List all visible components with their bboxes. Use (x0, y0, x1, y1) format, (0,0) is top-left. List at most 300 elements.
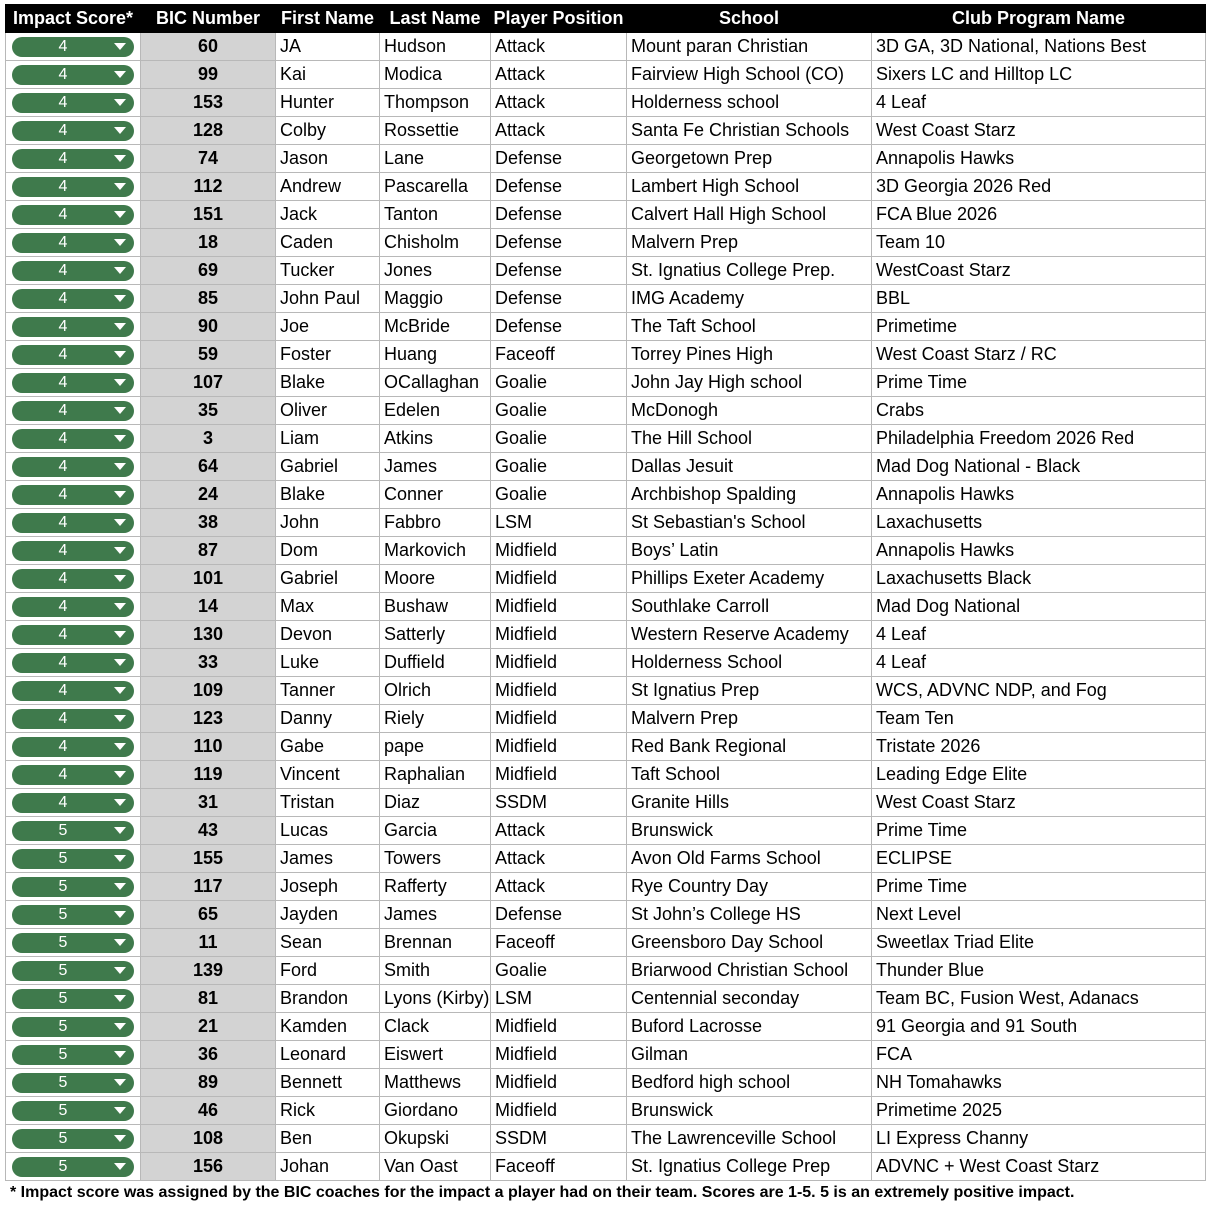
school-cell[interactable]: Western Reserve Academy (627, 621, 872, 649)
bic-number-cell[interactable]: 130 (141, 621, 276, 649)
club-program-cell[interactable]: West Coast Starz (872, 117, 1206, 145)
impact-score-cell[interactable] (6, 313, 141, 341)
caret-down-icon[interactable] (114, 71, 126, 78)
impact-score-dropdown[interactable] (12, 485, 134, 505)
school-cell[interactable]: Granite Hills (627, 789, 872, 817)
first-name-cell[interactable]: Caden (276, 229, 380, 257)
caret-down-icon[interactable] (114, 743, 126, 750)
impact-score-dropdown[interactable] (12, 905, 134, 925)
impact-score-dropdown[interactable] (12, 849, 134, 869)
player-position-cell[interactable]: Midfield (491, 1069, 627, 1097)
school-cell[interactable]: St. Ignatius College Prep. (627, 257, 872, 285)
last-name-cell[interactable]: Brennan (380, 929, 491, 957)
player-position-cell[interactable]: Goalie (491, 425, 627, 453)
impact-score-dropdown[interactable] (12, 205, 134, 225)
player-position-cell[interactable]: Midfield (491, 761, 627, 789)
first-name-cell[interactable]: Rick (276, 1097, 380, 1125)
bic-number-cell[interactable]: 35 (141, 397, 276, 425)
club-program-cell[interactable]: Mad Dog National - Black (872, 453, 1206, 481)
player-position-cell[interactable]: Faceoff (491, 929, 627, 957)
first-name-cell[interactable]: Hunter (276, 89, 380, 117)
impact-score-dropdown[interactable] (12, 961, 134, 981)
first-name-cell[interactable]: James (276, 845, 380, 873)
club-program-cell[interactable]: Primetime 2025 (872, 1097, 1206, 1125)
player-position-cell[interactable]: Midfield (491, 565, 627, 593)
bic-number-cell[interactable]: 117 (141, 873, 276, 901)
col-header-impact-score[interactable]: Impact Score* (6, 5, 141, 33)
club-program-cell[interactable]: 3D GA, 3D National, Nations Best (872, 33, 1206, 61)
club-program-cell[interactable]: Sweetlax Triad Elite (872, 929, 1206, 957)
last-name-cell[interactable]: Lyons (Kirby) (380, 985, 491, 1013)
impact-score-cell[interactable] (6, 481, 141, 509)
last-name-cell[interactable]: pape (380, 733, 491, 761)
impact-score-dropdown[interactable] (12, 1157, 134, 1177)
first-name-cell[interactable]: Joseph (276, 873, 380, 901)
club-program-cell[interactable]: Thunder Blue (872, 957, 1206, 985)
bic-number-cell[interactable]: 74 (141, 145, 276, 173)
player-position-cell[interactable]: Faceoff (491, 1153, 627, 1181)
first-name-cell[interactable]: Jason (276, 145, 380, 173)
last-name-cell[interactable]: Jones (380, 257, 491, 285)
first-name-cell[interactable]: Jack (276, 201, 380, 229)
player-position-cell[interactable]: Defense (491, 201, 627, 229)
bic-number-cell[interactable]: 36 (141, 1041, 276, 1069)
caret-down-icon[interactable] (114, 183, 126, 190)
last-name-cell[interactable]: Giordano (380, 1097, 491, 1125)
player-position-cell[interactable]: Midfield (491, 677, 627, 705)
bic-number-cell[interactable]: 65 (141, 901, 276, 929)
club-program-cell[interactable]: LI Express Channy (872, 1125, 1206, 1153)
player-position-cell[interactable]: Midfield (491, 1041, 627, 1069)
impact-score-dropdown[interactable] (12, 93, 134, 113)
first-name-cell[interactable]: Gabriel (276, 565, 380, 593)
last-name-cell[interactable]: Duffield (380, 649, 491, 677)
bic-number-cell[interactable]: 21 (141, 1013, 276, 1041)
impact-score-cell[interactable] (6, 957, 141, 985)
last-name-cell[interactable]: Edelen (380, 397, 491, 425)
player-position-cell[interactable]: Defense (491, 257, 627, 285)
impact-score-cell[interactable] (6, 369, 141, 397)
bic-number-cell[interactable]: 38 (141, 509, 276, 537)
caret-down-icon[interactable] (114, 771, 126, 778)
first-name-cell[interactable]: Foster (276, 341, 380, 369)
caret-down-icon[interactable] (114, 883, 126, 890)
school-cell[interactable]: IMG Academy (627, 285, 872, 313)
club-program-cell[interactable]: FCA (872, 1041, 1206, 1069)
last-name-cell[interactable]: Chisholm (380, 229, 491, 257)
school-cell[interactable]: Mount paran Christian (627, 33, 872, 61)
last-name-cell[interactable]: Maggio (380, 285, 491, 313)
player-position-cell[interactable]: Midfield (491, 705, 627, 733)
impact-score-cell[interactable] (6, 817, 141, 845)
caret-down-icon[interactable] (114, 967, 126, 974)
player-position-cell[interactable]: Defense (491, 145, 627, 173)
club-program-cell[interactable]: Laxachusetts (872, 509, 1206, 537)
impact-score-dropdown[interactable] (12, 625, 134, 645)
player-position-cell[interactable]: Defense (491, 229, 627, 257)
first-name-cell[interactable]: Gabe (276, 733, 380, 761)
impact-score-cell[interactable] (6, 1069, 141, 1097)
last-name-cell[interactable]: Pascarella (380, 173, 491, 201)
impact-score-dropdown[interactable] (12, 681, 134, 701)
first-name-cell[interactable]: Kai (276, 61, 380, 89)
player-position-cell[interactable]: Defense (491, 285, 627, 313)
last-name-cell[interactable]: Thompson (380, 89, 491, 117)
player-position-cell[interactable]: Goalie (491, 957, 627, 985)
bic-number-cell[interactable]: 3 (141, 425, 276, 453)
caret-down-icon[interactable] (114, 463, 126, 470)
player-position-cell[interactable]: Midfield (491, 649, 627, 677)
player-position-cell[interactable]: LSM (491, 509, 627, 537)
bic-number-cell[interactable]: 89 (141, 1069, 276, 1097)
bic-number-cell[interactable]: 18 (141, 229, 276, 257)
impact-score-cell[interactable] (6, 341, 141, 369)
first-name-cell[interactable]: Kamden (276, 1013, 380, 1041)
impact-score-cell[interactable] (6, 845, 141, 873)
caret-down-icon[interactable] (114, 1107, 126, 1114)
impact-score-cell[interactable] (6, 565, 141, 593)
impact-score-dropdown[interactable] (12, 121, 134, 141)
impact-score-dropdown[interactable] (12, 597, 134, 617)
last-name-cell[interactable]: Markovich (380, 537, 491, 565)
last-name-cell[interactable]: Lane (380, 145, 491, 173)
player-position-cell[interactable]: Attack (491, 845, 627, 873)
school-cell[interactable]: St Sebastian's School (627, 509, 872, 537)
player-position-cell[interactable]: SSDM (491, 789, 627, 817)
impact-score-dropdown[interactable] (12, 345, 134, 365)
caret-down-icon[interactable] (114, 267, 126, 274)
player-position-cell[interactable]: Faceoff (491, 341, 627, 369)
caret-down-icon[interactable] (114, 323, 126, 330)
bic-number-cell[interactable]: 11 (141, 929, 276, 957)
impact-score-cell[interactable] (6, 621, 141, 649)
bic-number-cell[interactable]: 14 (141, 593, 276, 621)
impact-score-cell[interactable] (6, 761, 141, 789)
impact-score-dropdown[interactable] (12, 989, 134, 1009)
caret-down-icon[interactable] (114, 239, 126, 246)
club-program-cell[interactable]: Primetime (872, 313, 1206, 341)
player-position-cell[interactable]: Defense (491, 173, 627, 201)
last-name-cell[interactable]: Rafferty (380, 873, 491, 901)
club-program-cell[interactable]: West Coast Starz (872, 789, 1206, 817)
player-position-cell[interactable]: Goalie (491, 453, 627, 481)
last-name-cell[interactable]: James (380, 453, 491, 481)
caret-down-icon[interactable] (114, 855, 126, 862)
last-name-cell[interactable]: Atkins (380, 425, 491, 453)
club-program-cell[interactable]: Mad Dog National (872, 593, 1206, 621)
last-name-cell[interactable]: Diaz (380, 789, 491, 817)
bic-number-cell[interactable]: 112 (141, 173, 276, 201)
player-position-cell[interactable]: Goalie (491, 369, 627, 397)
caret-down-icon[interactable] (114, 939, 126, 946)
impact-score-dropdown[interactable] (12, 1101, 134, 1121)
first-name-cell[interactable]: John Paul (276, 285, 380, 313)
club-program-cell[interactable]: Sixers LC and Hilltop LC (872, 61, 1206, 89)
impact-score-cell[interactable] (6, 229, 141, 257)
impact-score-cell[interactable] (6, 733, 141, 761)
caret-down-icon[interactable] (114, 435, 126, 442)
caret-down-icon[interactable] (114, 715, 126, 722)
club-program-cell[interactable]: West Coast Starz / RC (872, 341, 1206, 369)
col-header-first-name[interactable]: First Name (276, 5, 380, 33)
player-position-cell[interactable]: Midfield (491, 593, 627, 621)
impact-score-cell[interactable] (6, 425, 141, 453)
last-name-cell[interactable]: Moore (380, 565, 491, 593)
impact-score-dropdown[interactable] (12, 653, 134, 673)
first-name-cell[interactable]: Blake (276, 369, 380, 397)
club-program-cell[interactable]: WCS, ADVNC NDP, and Fog (872, 677, 1206, 705)
club-program-cell[interactable]: 4 Leaf (872, 621, 1206, 649)
bic-number-cell[interactable]: 87 (141, 537, 276, 565)
player-position-cell[interactable]: Defense (491, 313, 627, 341)
bic-number-cell[interactable]: 139 (141, 957, 276, 985)
impact-score-dropdown[interactable] (12, 737, 134, 757)
first-name-cell[interactable]: Tucker (276, 257, 380, 285)
last-name-cell[interactable]: Matthews (380, 1069, 491, 1097)
caret-down-icon[interactable] (114, 631, 126, 638)
impact-score-cell[interactable] (6, 901, 141, 929)
caret-down-icon[interactable] (114, 1079, 126, 1086)
first-name-cell[interactable]: Sean (276, 929, 380, 957)
caret-down-icon[interactable] (114, 99, 126, 106)
bic-number-cell[interactable]: 31 (141, 789, 276, 817)
last-name-cell[interactable]: OCallaghan (380, 369, 491, 397)
first-name-cell[interactable]: Gabriel (276, 453, 380, 481)
impact-score-dropdown[interactable] (12, 317, 134, 337)
player-position-cell[interactable]: Attack (491, 817, 627, 845)
bic-number-cell[interactable]: 46 (141, 1097, 276, 1125)
caret-down-icon[interactable] (114, 519, 126, 526)
school-cell[interactable]: Lambert High School (627, 173, 872, 201)
last-name-cell[interactable]: James (380, 901, 491, 929)
school-cell[interactable]: Malvern Prep (627, 229, 872, 257)
impact-score-cell[interactable] (6, 1013, 141, 1041)
impact-score-dropdown[interactable] (12, 541, 134, 561)
caret-down-icon[interactable] (114, 659, 126, 666)
player-position-cell[interactable]: Attack (491, 117, 627, 145)
school-cell[interactable]: St Ignatius Prep (627, 677, 872, 705)
first-name-cell[interactable]: Tristan (276, 789, 380, 817)
club-program-cell[interactable]: Prime Time (872, 873, 1206, 901)
impact-score-dropdown[interactable] (12, 569, 134, 589)
club-program-cell[interactable]: Leading Edge Elite (872, 761, 1206, 789)
club-program-cell[interactable]: WestCoast Starz (872, 257, 1206, 285)
caret-down-icon[interactable] (114, 351, 126, 358)
school-cell[interactable]: Torrey Pines High (627, 341, 872, 369)
player-position-cell[interactable]: Goalie (491, 481, 627, 509)
player-position-cell[interactable]: Attack (491, 873, 627, 901)
impact-score-cell[interactable] (6, 61, 141, 89)
caret-down-icon[interactable] (114, 407, 126, 414)
player-position-cell[interactable]: Midfield (491, 537, 627, 565)
impact-score-dropdown[interactable] (12, 1129, 134, 1149)
impact-score-dropdown[interactable] (12, 233, 134, 253)
player-position-cell[interactable]: SSDM (491, 1125, 627, 1153)
bic-number-cell[interactable]: 60 (141, 33, 276, 61)
school-cell[interactable]: Buford Lacrosse (627, 1013, 872, 1041)
school-cell[interactable]: Fairview High School (CO) (627, 61, 872, 89)
impact-score-cell[interactable] (6, 1125, 141, 1153)
impact-score-dropdown[interactable] (12, 1045, 134, 1065)
col-header-club-program-name[interactable]: Club Program Name (872, 5, 1206, 33)
caret-down-icon[interactable] (114, 547, 126, 554)
col-header-school[interactable]: School (627, 5, 872, 33)
player-position-cell[interactable]: Attack (491, 61, 627, 89)
school-cell[interactable]: Malvern Prep (627, 705, 872, 733)
caret-down-icon[interactable] (114, 295, 126, 302)
last-name-cell[interactable]: Huang (380, 341, 491, 369)
club-program-cell[interactable]: Prime Time (872, 817, 1206, 845)
caret-down-icon[interactable] (114, 1051, 126, 1058)
first-name-cell[interactable]: Bennett (276, 1069, 380, 1097)
first-name-cell[interactable]: Luke (276, 649, 380, 677)
bic-number-cell[interactable]: 85 (141, 285, 276, 313)
last-name-cell[interactable]: McBride (380, 313, 491, 341)
player-position-cell[interactable]: LSM (491, 985, 627, 1013)
school-cell[interactable]: Brunswick (627, 817, 872, 845)
impact-score-dropdown[interactable] (12, 457, 134, 477)
impact-score-cell[interactable] (6, 453, 141, 481)
last-name-cell[interactable]: Hudson (380, 33, 491, 61)
bic-number-cell[interactable]: 101 (141, 565, 276, 593)
bic-number-cell[interactable]: 99 (141, 61, 276, 89)
club-program-cell[interactable]: Laxachusetts Black (872, 565, 1206, 593)
school-cell[interactable]: Centennial seconday (627, 985, 872, 1013)
impact-score-dropdown[interactable] (12, 37, 134, 57)
bic-number-cell[interactable]: 64 (141, 453, 276, 481)
impact-score-dropdown[interactable] (12, 261, 134, 281)
player-position-cell[interactable]: Defense (491, 901, 627, 929)
last-name-cell[interactable]: Modica (380, 61, 491, 89)
first-name-cell[interactable]: Joe (276, 313, 380, 341)
impact-score-dropdown[interactable] (12, 793, 134, 813)
school-cell[interactable]: Bedford high school (627, 1069, 872, 1097)
bic-number-cell[interactable]: 151 (141, 201, 276, 229)
player-position-cell[interactable]: Goalie (491, 397, 627, 425)
bic-number-cell[interactable]: 24 (141, 481, 276, 509)
bic-number-cell[interactable]: 119 (141, 761, 276, 789)
last-name-cell[interactable]: Olrich (380, 677, 491, 705)
last-name-cell[interactable]: Okupski (380, 1125, 491, 1153)
impact-score-dropdown[interactable] (12, 65, 134, 85)
impact-score-dropdown[interactable] (12, 429, 134, 449)
school-cell[interactable]: Dallas Jesuit (627, 453, 872, 481)
last-name-cell[interactable]: Bushaw (380, 593, 491, 621)
first-name-cell[interactable]: Ford (276, 957, 380, 985)
club-program-cell[interactable]: Team 10 (872, 229, 1206, 257)
bic-number-cell[interactable]: 123 (141, 705, 276, 733)
col-header-bic-number[interactable]: BIC Number (141, 5, 276, 33)
player-position-cell[interactable]: Midfield (491, 1013, 627, 1041)
impact-score-dropdown[interactable] (12, 1017, 134, 1037)
player-position-cell[interactable]: Attack (491, 33, 627, 61)
last-name-cell[interactable]: Fabbro (380, 509, 491, 537)
club-program-cell[interactable]: Annapolis Hawks (872, 145, 1206, 173)
first-name-cell[interactable]: Colby (276, 117, 380, 145)
impact-score-cell[interactable] (6, 985, 141, 1013)
caret-down-icon[interactable] (114, 491, 126, 498)
impact-score-cell[interactable] (6, 537, 141, 565)
first-name-cell[interactable]: JA (276, 33, 380, 61)
caret-down-icon[interactable] (114, 211, 126, 218)
impact-score-cell[interactable] (6, 397, 141, 425)
caret-down-icon[interactable] (114, 43, 126, 50)
last-name-cell[interactable]: Garcia (380, 817, 491, 845)
player-position-cell[interactable]: Midfield (491, 733, 627, 761)
school-cell[interactable]: The Lawrenceville School (627, 1125, 872, 1153)
caret-down-icon[interactable] (114, 827, 126, 834)
impact-score-dropdown[interactable] (12, 177, 134, 197)
last-name-cell[interactable]: Tanton (380, 201, 491, 229)
school-cell[interactable]: Southlake Carroll (627, 593, 872, 621)
caret-down-icon[interactable] (114, 379, 126, 386)
first-name-cell[interactable]: Ben (276, 1125, 380, 1153)
school-cell[interactable]: Santa Fe Christian Schools (627, 117, 872, 145)
first-name-cell[interactable]: Leonard (276, 1041, 380, 1069)
school-cell[interactable]: Georgetown Prep (627, 145, 872, 173)
first-name-cell[interactable]: Liam (276, 425, 380, 453)
impact-score-cell[interactable] (6, 1097, 141, 1125)
school-cell[interactable]: St. Ignatius College Prep (627, 1153, 872, 1181)
impact-score-dropdown[interactable] (12, 513, 134, 533)
last-name-cell[interactable]: Conner (380, 481, 491, 509)
player-position-cell[interactable]: Midfield (491, 1097, 627, 1125)
bic-number-cell[interactable]: 153 (141, 89, 276, 117)
caret-down-icon[interactable] (114, 995, 126, 1002)
impact-score-cell[interactable] (6, 89, 141, 117)
bic-number-cell[interactable]: 109 (141, 677, 276, 705)
school-cell[interactable]: Red Bank Regional (627, 733, 872, 761)
school-cell[interactable]: The Taft School (627, 313, 872, 341)
impact-score-cell[interactable] (6, 1153, 141, 1181)
impact-score-cell[interactable] (6, 705, 141, 733)
club-program-cell[interactable]: Annapolis Hawks (872, 537, 1206, 565)
club-program-cell[interactable]: 91 Georgia and 91 South (872, 1013, 1206, 1041)
col-header-last-name[interactable]: Last Name (380, 5, 491, 33)
first-name-cell[interactable]: Jayden (276, 901, 380, 929)
bic-number-cell[interactable]: 81 (141, 985, 276, 1013)
impact-score-cell[interactable] (6, 677, 141, 705)
impact-score-dropdown[interactable] (12, 149, 134, 169)
club-program-cell[interactable]: Team Ten (872, 705, 1206, 733)
bic-number-cell[interactable]: 43 (141, 817, 276, 845)
club-program-cell[interactable]: Team BC, Fusion West, Adanacs (872, 985, 1206, 1013)
club-program-cell[interactable]: 4 Leaf (872, 649, 1206, 677)
caret-down-icon[interactable] (114, 603, 126, 610)
school-cell[interactable]: John Jay High school (627, 369, 872, 397)
bic-number-cell[interactable]: 90 (141, 313, 276, 341)
caret-down-icon[interactable] (114, 1163, 126, 1170)
club-program-cell[interactable]: ECLIPSE (872, 845, 1206, 873)
school-cell[interactable]: McDonogh (627, 397, 872, 425)
school-cell[interactable]: Greensboro Day School (627, 929, 872, 957)
impact-score-cell[interactable] (6, 1041, 141, 1069)
school-cell[interactable]: The Hill School (627, 425, 872, 453)
impact-score-cell[interactable] (6, 173, 141, 201)
school-cell[interactable]: Boys’ Latin (627, 537, 872, 565)
caret-down-icon[interactable] (114, 575, 126, 582)
impact-score-dropdown[interactable] (12, 765, 134, 785)
first-name-cell[interactable]: Max (276, 593, 380, 621)
caret-down-icon[interactable] (114, 1023, 126, 1030)
caret-down-icon[interactable] (114, 911, 126, 918)
bic-number-cell[interactable]: 107 (141, 369, 276, 397)
first-name-cell[interactable]: Danny (276, 705, 380, 733)
club-program-cell[interactable]: 3D Georgia 2026 Red (872, 173, 1206, 201)
school-cell[interactable]: Calvert Hall High School (627, 201, 872, 229)
impact-score-dropdown[interactable] (12, 289, 134, 309)
player-position-cell[interactable]: Midfield (491, 621, 627, 649)
